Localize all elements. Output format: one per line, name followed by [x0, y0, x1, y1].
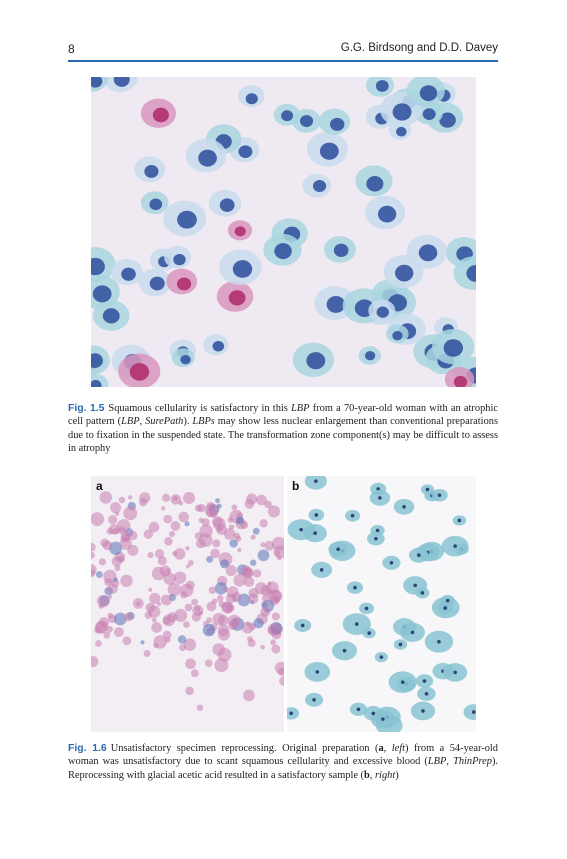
- blood-cell: [242, 622, 254, 634]
- blood-cell: [233, 533, 240, 540]
- blood-cell: [260, 607, 270, 617]
- blood-cell: [212, 539, 220, 547]
- blood-cell: [236, 516, 244, 524]
- cell-nucleus: [313, 531, 317, 535]
- blood-cell: [197, 704, 203, 710]
- blood-cell: [163, 515, 172, 524]
- cell-nucleus: [374, 537, 378, 541]
- blood-cell: [112, 556, 122, 566]
- blood-cell: [185, 687, 194, 696]
- cell-nucleus: [320, 143, 339, 160]
- blood-cell: [119, 497, 125, 503]
- cell-nucleus: [299, 528, 303, 532]
- blood-cell: [157, 602, 161, 606]
- blood-cell: [272, 612, 280, 620]
- cell-nucleus: [413, 584, 417, 588]
- blood-cell: [243, 690, 255, 702]
- blood-cell: [179, 501, 184, 506]
- blood-cell: [231, 505, 237, 511]
- blood-cell: [212, 599, 218, 605]
- blood-cell: [100, 491, 112, 503]
- cell-nucleus: [355, 622, 359, 626]
- figure-1-5-label: Fig. 1.5: [68, 403, 105, 414]
- cell-nucleus: [426, 488, 430, 492]
- blood-cell: [91, 512, 104, 526]
- blood-cell: [122, 636, 131, 645]
- blood-cell: [237, 548, 241, 552]
- blood-cell: [205, 659, 213, 667]
- blood-cell: [178, 635, 186, 643]
- cell-nucleus: [220, 198, 235, 211]
- blood-cell: [270, 639, 276, 645]
- running-head: G.G. Birdsong and D.D. Davey: [340, 42, 498, 54]
- blood-cell: [191, 669, 199, 677]
- blood-cell: [100, 539, 109, 548]
- cell-nucleus: [393, 103, 412, 120]
- cell-nucleus: [402, 505, 406, 509]
- blood-cell: [212, 643, 225, 656]
- blood-cell: [210, 510, 217, 517]
- cell-nucleus: [417, 553, 421, 557]
- blood-cell: [220, 559, 229, 568]
- cell-nucleus: [93, 285, 112, 302]
- blood-cell: [244, 499, 254, 509]
- blood-cell: [171, 521, 181, 531]
- blood-cell: [152, 567, 166, 581]
- cell-nucleus: [233, 260, 252, 278]
- blood-cell: [117, 519, 131, 533]
- blood-cell: [185, 546, 189, 550]
- blood-cell: [247, 636, 253, 642]
- cell-nucleus: [378, 496, 382, 500]
- blood-cell: [139, 492, 150, 503]
- blood-cell: [119, 537, 131, 549]
- blood-cell: [114, 627, 124, 637]
- cell-nucleus: [378, 206, 396, 223]
- figure-1-6-caption-text: Unsatisfactory specimen reprocessing. Original preparation (a, left) from a 54-year-old woman was unsatisfactory due to scant squamous cellularity and excessive blood (LBP, ThinPrep). Reprocessing with glacial acetic acid resulted in a satisfactory sample (b, right): [68, 743, 498, 781]
- blood-cell: [149, 522, 160, 533]
- cell-nucleus: [300, 115, 313, 127]
- cell-nucleus: [312, 698, 316, 702]
- figure-1-6-panel-a: [91, 476, 284, 732]
- page-header: [68, 42, 498, 60]
- blood-cell: [210, 549, 220, 559]
- blood-cell: [152, 618, 157, 623]
- cell-nucleus: [421, 591, 425, 595]
- cell-nucleus: [437, 640, 441, 644]
- blood-cell: [140, 640, 144, 644]
- cell-nucleus: [401, 680, 405, 684]
- cell-nucleus: [229, 290, 246, 305]
- figure-1-6-caption: [68, 742, 498, 782]
- blood-cell: [223, 587, 229, 593]
- cell-nucleus: [274, 243, 292, 259]
- cell-nucleus: [150, 277, 165, 291]
- blood-cell: [266, 582, 278, 594]
- cell-nucleus: [121, 268, 136, 281]
- blood-cell: [185, 603, 193, 611]
- blood-cell: [248, 588, 258, 598]
- cell-nucleus: [180, 355, 190, 364]
- cell-nucleus: [177, 278, 191, 291]
- blood-cell: [108, 584, 118, 594]
- cell-nucleus: [381, 717, 385, 721]
- cell-nucleus: [130, 363, 149, 381]
- cell-nucleus: [315, 513, 319, 517]
- cell-nucleus: [444, 339, 463, 357]
- blood-cell: [206, 617, 212, 623]
- blood-cell: [148, 588, 152, 592]
- cell-nucleus: [396, 127, 407, 137]
- cell-nucleus: [423, 679, 427, 683]
- cell-nucleus: [366, 176, 383, 192]
- blood-cell: [114, 565, 120, 571]
- cell-nucleus: [213, 341, 225, 351]
- blood-cell: [260, 645, 264, 649]
- cell-nucleus: [392, 331, 402, 340]
- cell-nucleus: [314, 479, 318, 483]
- blood-cell: [185, 658, 196, 669]
- blood-cell: [164, 537, 173, 546]
- blood-cell: [128, 495, 132, 499]
- cell-nucleus: [351, 514, 355, 518]
- reprocessed-specimen-micrograph: [287, 476, 476, 732]
- cell-nucleus: [399, 643, 403, 647]
- cell-nucleus: [343, 649, 347, 653]
- blood-cell: [163, 614, 175, 626]
- cell-nucleus: [173, 254, 185, 265]
- cell-nucleus: [376, 80, 389, 92]
- blood-cell: [180, 591, 187, 598]
- cell-nucleus: [306, 352, 325, 369]
- blood-cell: [268, 505, 280, 517]
- blood-cell: [124, 613, 133, 622]
- cell-nucleus: [365, 607, 369, 611]
- blood-cell: [218, 629, 230, 641]
- cell-nucleus: [438, 493, 442, 497]
- blood-cell: [169, 531, 175, 537]
- blood-cell: [256, 495, 267, 506]
- cell-nucleus: [395, 265, 413, 282]
- blood-cell: [162, 494, 170, 502]
- cell-nucleus: [301, 624, 305, 628]
- blood-cell: [147, 552, 153, 558]
- cell-nucleus: [289, 711, 293, 715]
- blood-cell: [123, 506, 137, 520]
- blood-cell: [172, 551, 177, 556]
- cell-nucleus: [281, 110, 293, 121]
- blood-cell: [161, 595, 172, 606]
- blood-cell: [214, 658, 228, 672]
- blood-cell: [209, 586, 217, 594]
- blood-cell: [106, 626, 113, 633]
- cell-nucleus: [420, 85, 438, 101]
- blood-cell: [258, 550, 270, 562]
- blood-cell: [110, 502, 121, 513]
- panel-b-letter: b: [292, 479, 300, 493]
- blood-cell: [155, 549, 164, 558]
- cell-nucleus: [198, 150, 217, 167]
- cell-nucleus: [443, 606, 447, 610]
- cell-nucleus: [419, 244, 438, 261]
- blood-cell: [183, 621, 190, 628]
- cell-nucleus: [371, 712, 375, 716]
- cell-nucleus: [327, 296, 346, 313]
- cell-nucleus: [376, 529, 380, 533]
- blood-cell: [151, 622, 162, 633]
- cell-nucleus: [365, 351, 375, 360]
- blood-cell: [136, 601, 140, 605]
- cell-nucleus: [446, 599, 450, 603]
- figure-1-5-micrograph: [91, 77, 476, 387]
- blood-cell: [259, 519, 267, 527]
- blood-cell: [161, 506, 165, 510]
- blood-cell: [179, 644, 186, 651]
- blood-cell: [268, 623, 280, 635]
- blood-cell: [120, 575, 132, 587]
- cell-nucleus: [153, 108, 169, 123]
- blood-cell: [219, 601, 226, 608]
- figure-1-6-panel-b: [287, 476, 476, 732]
- cell-nucleus: [453, 671, 457, 675]
- blood-cell: [173, 496, 178, 501]
- cell-nucleus: [336, 547, 340, 551]
- blood-cell: [273, 596, 280, 603]
- blood-cell: [144, 650, 151, 657]
- cell-nucleus: [453, 544, 457, 548]
- blood-cell: [178, 512, 189, 523]
- cell-nucleus: [177, 211, 197, 229]
- blood-cell: [183, 492, 195, 504]
- blood-cell: [217, 595, 224, 602]
- blood-cell: [197, 504, 206, 513]
- cell-nucleus: [320, 568, 324, 572]
- blood-cell: [166, 568, 171, 573]
- cell-nucleus: [103, 308, 120, 323]
- cell-nucleus: [472, 710, 476, 714]
- figure-1-6-label: Fig. 1.6: [68, 743, 107, 754]
- bloody-specimen-micrograph: [91, 476, 284, 732]
- blood-cell: [251, 535, 256, 540]
- blood-cell: [253, 569, 261, 577]
- blood-cell: [95, 622, 107, 634]
- blood-cell: [253, 618, 263, 628]
- cell-nucleus: [421, 709, 425, 713]
- blood-cell: [228, 620, 238, 630]
- blood-cell: [232, 592, 242, 602]
- blood-cell: [212, 516, 223, 527]
- blood-cell: [108, 515, 117, 524]
- blood-cell: [97, 595, 109, 607]
- cell-nucleus: [334, 244, 349, 257]
- cell-nucleus: [238, 145, 252, 158]
- blood-cell: [95, 640, 102, 647]
- blood-cell: [250, 560, 256, 566]
- cell-nucleus: [315, 670, 319, 674]
- cell-nucleus: [411, 631, 415, 635]
- blood-cell: [275, 551, 280, 556]
- cell-nucleus: [367, 631, 371, 635]
- cell-nucleus: [235, 226, 246, 236]
- squamous-cell-micrograph: [91, 77, 476, 387]
- blood-cell: [224, 528, 235, 539]
- blood-cell: [244, 577, 254, 587]
- blood-cell: [201, 518, 209, 526]
- figure-1-5-caption: [68, 402, 498, 456]
- cell-nucleus: [357, 707, 361, 711]
- cell-nucleus: [458, 519, 462, 523]
- blood-cell: [215, 498, 220, 503]
- blood-cell: [262, 594, 270, 602]
- cell-nucleus: [149, 199, 162, 211]
- blood-cell: [163, 631, 172, 640]
- panel-a-letter: a: [96, 479, 103, 493]
- blood-cell: [243, 567, 254, 578]
- header-rule: [68, 60, 498, 62]
- cell-nucleus: [377, 306, 389, 317]
- cell-nucleus: [330, 118, 344, 131]
- cell-nucleus: [313, 180, 326, 192]
- cell-nucleus: [380, 655, 384, 659]
- blood-cell: [192, 612, 201, 621]
- blood-cell: [96, 571, 103, 578]
- blood-cell: [186, 564, 190, 568]
- cell-nucleus: [423, 108, 436, 120]
- blood-cell: [99, 558, 106, 565]
- figure-1-5-caption-text: Squamous cellularity is satisfactory in this LBP from a 70-year-old woman with an atrophic cell pattern (LBP, SurePath). LBPs may show less nuclear enlargement than conventional preparations due to fixation in the suspended state. The transformation zone component(s) may be difficult to assess in atrophy: [68, 403, 498, 455]
- blood-cell: [191, 599, 198, 606]
- cell-nucleus: [144, 165, 158, 178]
- blood-cell: [253, 528, 260, 535]
- cell-nucleus: [425, 692, 429, 696]
- blood-cell: [174, 571, 186, 583]
- cell-nucleus: [353, 586, 357, 590]
- cell-nucleus: [246, 93, 258, 104]
- blood-cell: [114, 578, 118, 582]
- cell-nucleus: [390, 561, 394, 565]
- blood-cell: [148, 605, 160, 617]
- blood-cell: [218, 615, 229, 626]
- page-number: 8: [68, 42, 75, 56]
- blood-cell: [271, 644, 280, 653]
- blood-cell: [203, 624, 216, 637]
